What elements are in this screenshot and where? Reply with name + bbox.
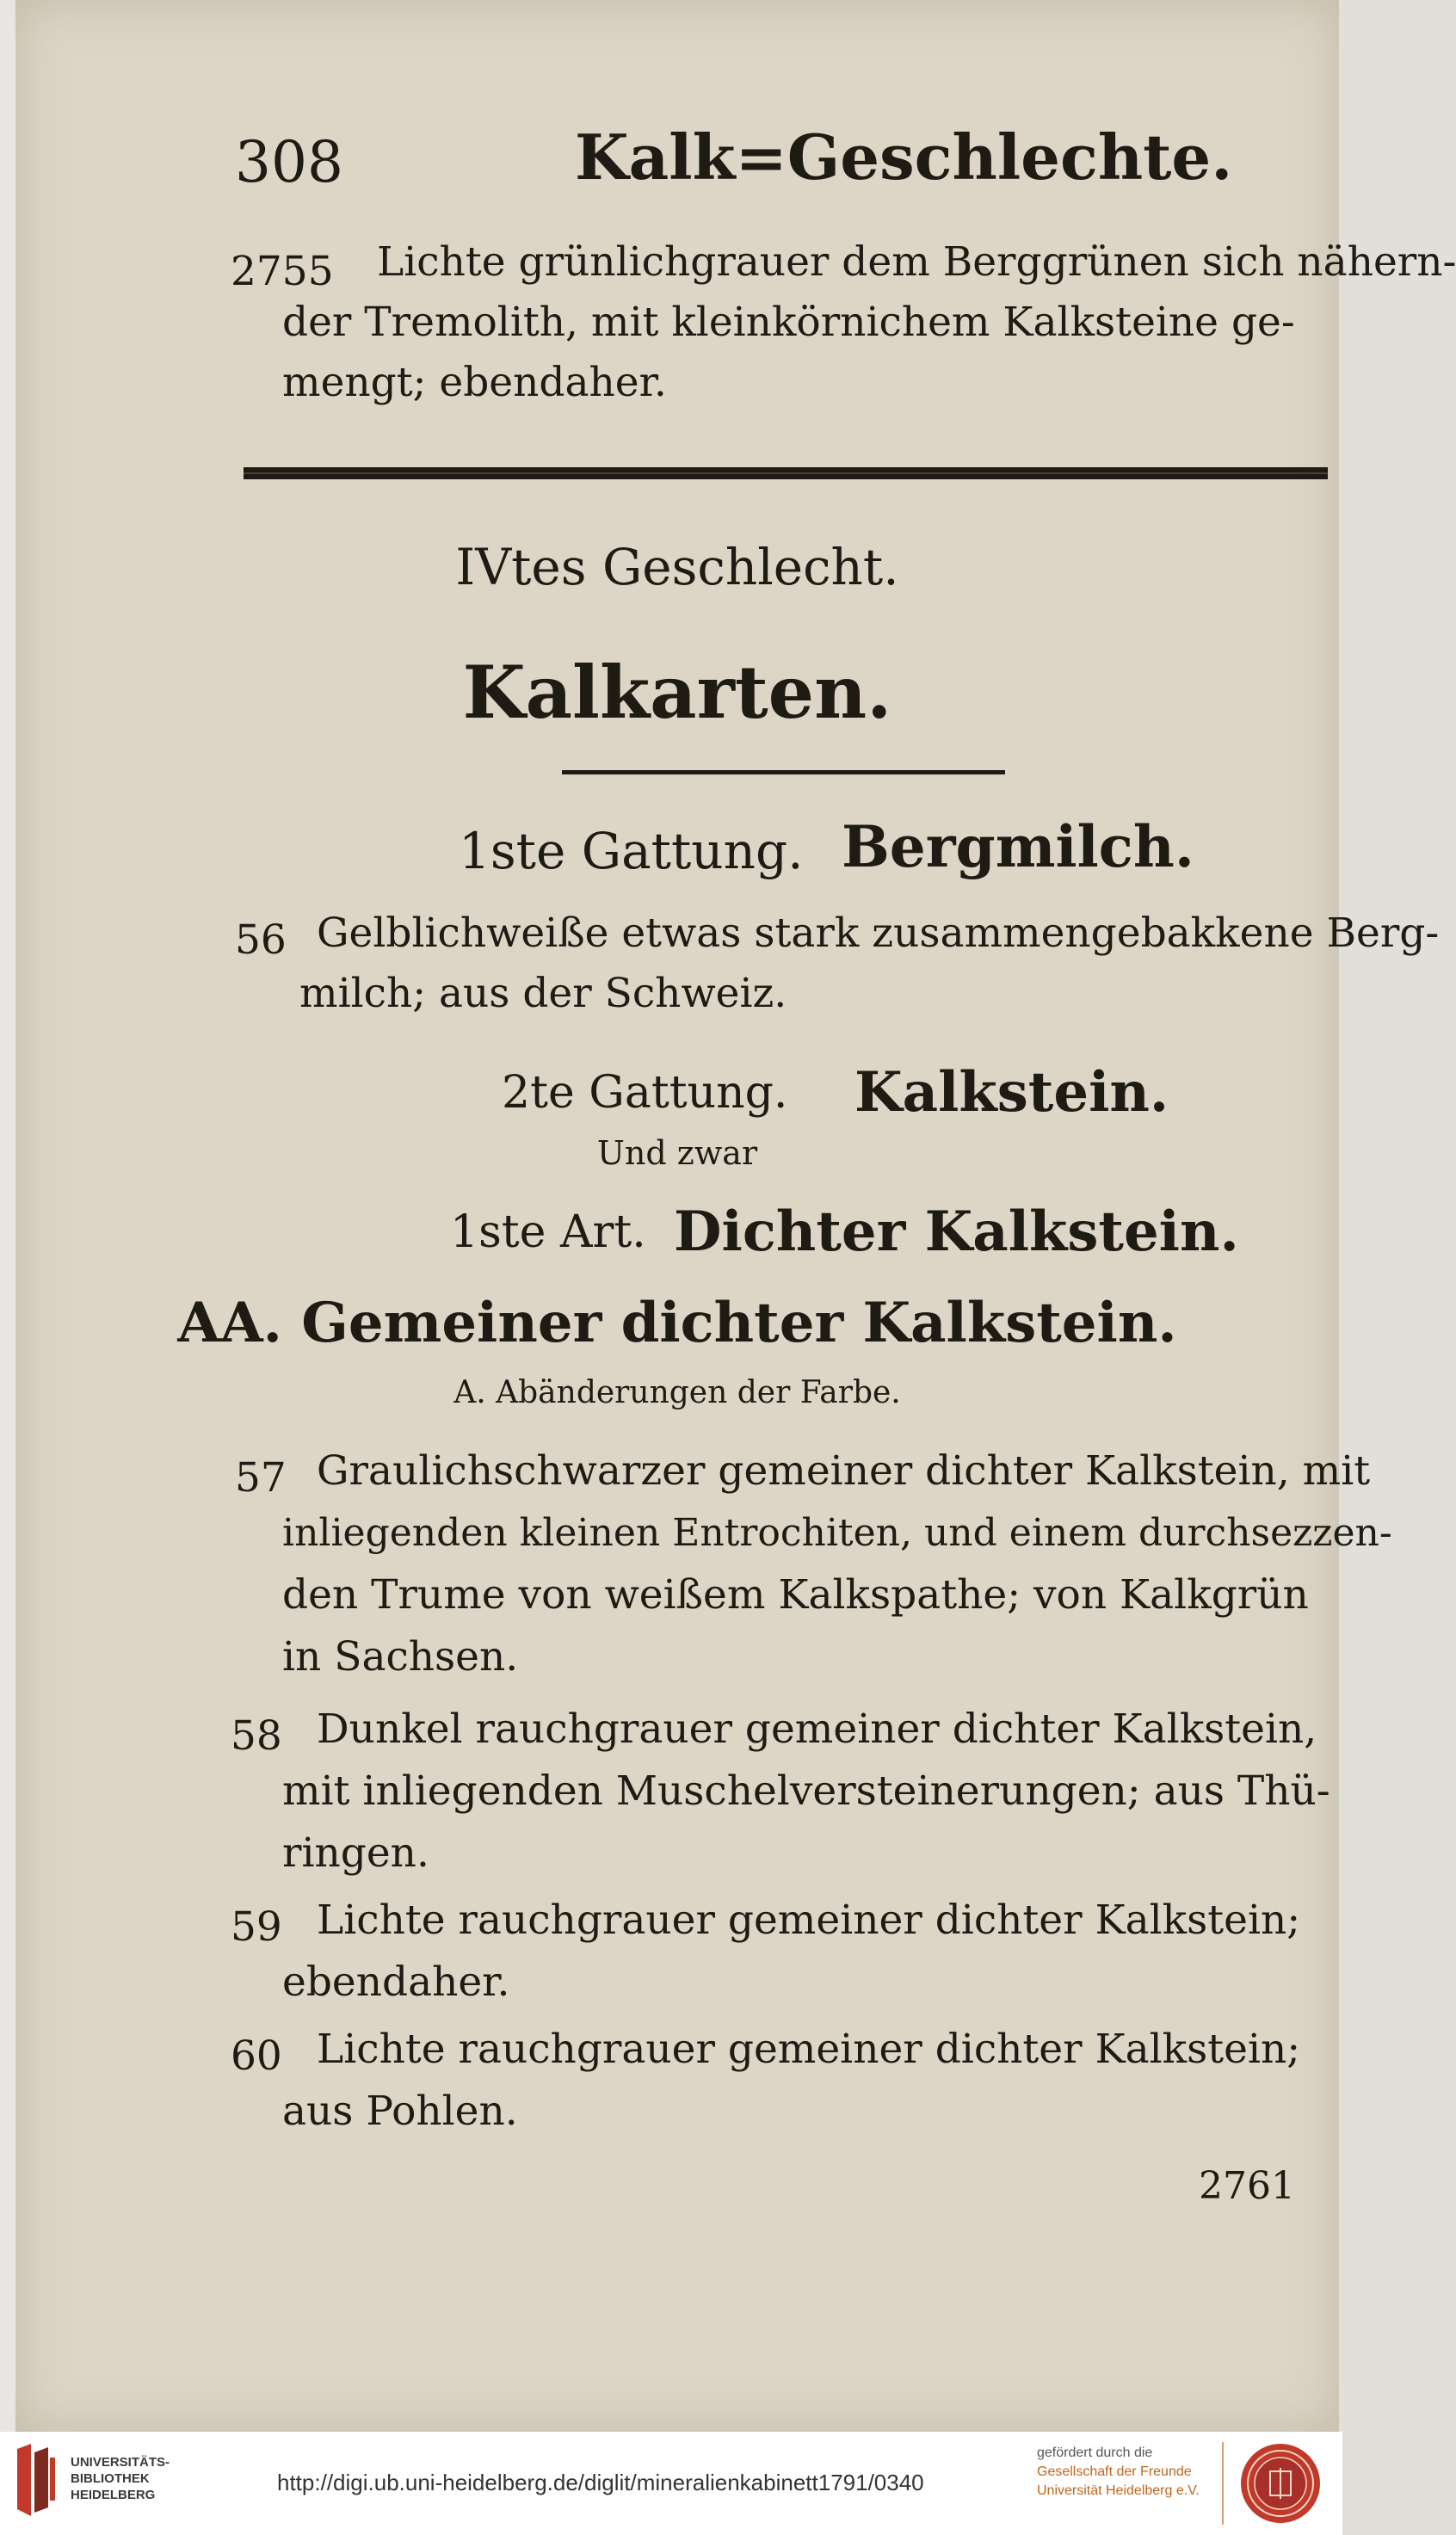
scanned-page (15, 0, 1456, 2432)
entry-line: inliegenden kleinen Entrochiten, und einem durchsezzen- (282, 1511, 1392, 1555)
university-seal-icon (1239, 2442, 1322, 2525)
entry-number: 58 (231, 1712, 282, 1760)
entry-line: ebendaher. (282, 1958, 510, 2006)
entry-line: den Trume von weißem Kalkspathe; von Kalkgrün (282, 1571, 1309, 1619)
page-number: 308 (235, 129, 343, 195)
entry-line: Lichte grünlichgrauer dem Berggrünen sich nähern- (377, 238, 1456, 286)
art-name: Dichter Kalkstein. (674, 1200, 1239, 1264)
art-label: 1ste Art. (450, 1206, 646, 1258)
entry-number: 60 (231, 2032, 282, 2080)
library-name: UNIVERSITÄTS- BIBLIOTHEK HEIDELBERG (71, 2455, 170, 2502)
subsection-heading: AA. Gemeiner dichter Kalkstein. (177, 1291, 1177, 1355)
entry-line: Graulichschwarzer gemeiner dichter Kalkstein, mit (317, 1447, 1371, 1495)
entry-line: Gelblichweiße etwas stark zusammengebakkene Berg- (317, 910, 1440, 957)
species-name: Kalkstein. (854, 1060, 1169, 1125)
species-label: 1ste Gattung. (459, 822, 804, 880)
entry-number: 2755 (231, 248, 334, 295)
entry-number: 56 (235, 916, 287, 964)
entry-line: Dunkel rauchgrauer gemeiner dichter Kalkstein, (317, 1705, 1317, 1753)
page-edge (0, 0, 15, 2432)
entry-line: milch; aus der Schweiz. (299, 970, 787, 1017)
footer-divider (1222, 2442, 1224, 2525)
species-label: 2te Gattung. (502, 1067, 788, 1119)
entry-line: Lichte rauchgrauer gemeiner dichter Kalkstein; (317, 1897, 1301, 1944)
catchword: 2761 (1199, 2164, 1295, 2208)
entry-line: Lichte rauchgrauer gemeiner dichter Kalkstein; (317, 2026, 1301, 2073)
entry-number: 59 (231, 1903, 282, 1951)
entry-line: der Tremolith, mit kleinkörnichem Kalksteine ge- (282, 299, 1295, 346)
und-zwar: Und zwar (596, 1134, 758, 1172)
genus-name: Kalkarten. (462, 650, 892, 735)
sponsor-note: gefördert durch die Gesellschaft der Freunde Universität Heidelberg e.V. (1037, 2446, 1200, 2498)
source-url-link[interactable]: http://digi.ub.uni-heidelberg.de/diglit/mineralienkabinett1791/0340 (277, 2470, 924, 2495)
species-name: Bergmilch. (842, 813, 1194, 880)
entry-line: aus Pohlen. (282, 2088, 518, 2135)
entry-line: mengt; ebendaher. (282, 359, 667, 406)
entry-line: ringen. (282, 1829, 429, 1877)
subsection-note: A. Abänderungen der Farbe. (453, 1375, 901, 1410)
genus-heading: IVtes Geschlecht. (455, 538, 899, 596)
ub-heidelberg-logo-icon (14, 2440, 59, 2520)
entry-line: mit inliegenden Muschelversteinerungen; aus Thü- (282, 1767, 1330, 1815)
heading-rule (562, 770, 1005, 774)
section-divider (244, 467, 1328, 479)
entry-number: 57 (235, 1454, 287, 1502)
entry-line: in Sachsen. (282, 1633, 519, 1681)
running-title: Kalk=Geschlechte. (575, 120, 1233, 194)
